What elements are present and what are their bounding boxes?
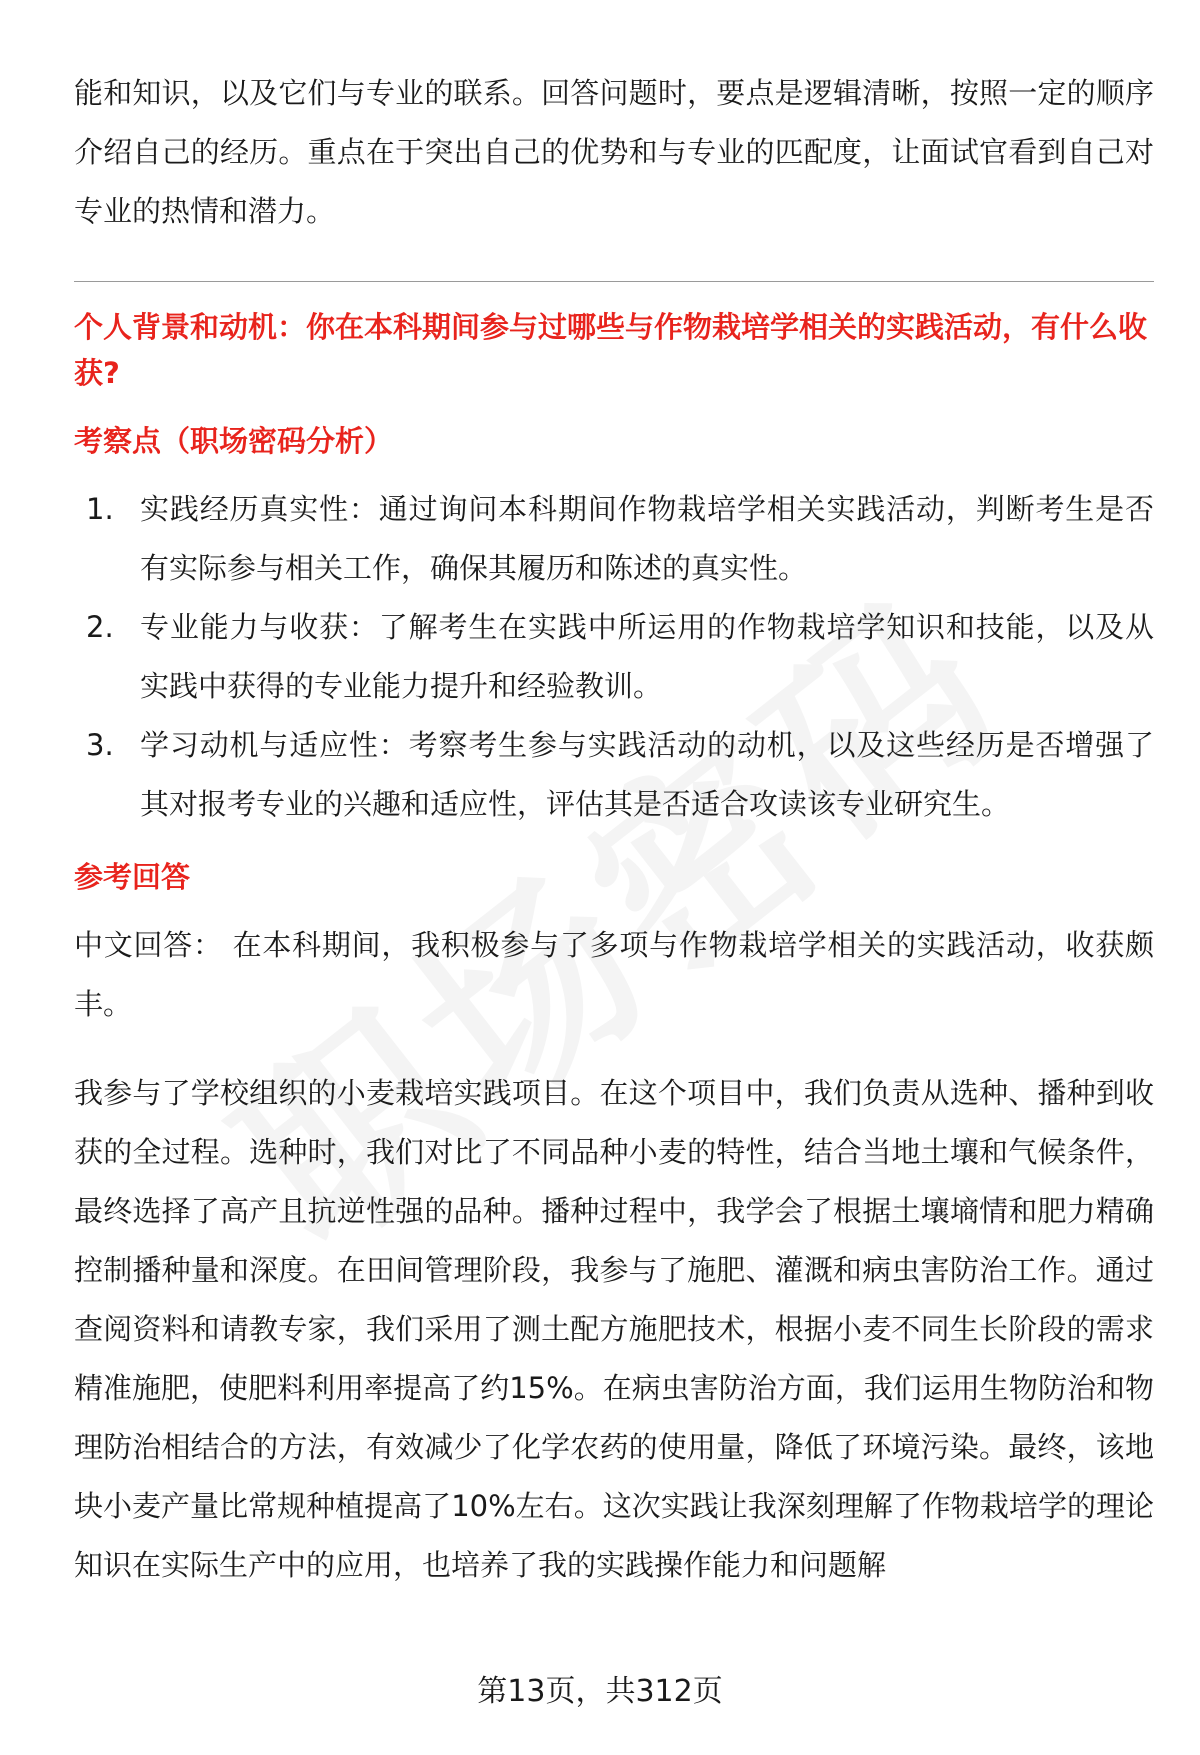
assessment-heading: 考察点（职场密码分析） — [74, 424, 394, 458]
page-footer: 第13页，共312页 — [477, 1674, 723, 1709]
list-item — [74, 716, 1154, 834]
list-item-text: 专业能力与收获：了解考生在实践中所运用的作物栽培学知识和技能，以及从实践中获得的专业能力提升和经验教训。 — [140, 610, 1154, 703]
document-page — [74, 64, 1154, 1595]
question-heading: 个人背景和动机：你在本科期间参与过哪些与作物栽培学相关的实践活动，有什么收获? — [74, 310, 1148, 390]
assessment-points-list — [74, 480, 1154, 834]
answer-paragraph-2: 我参与了学校组织的小麦栽培实践项目。在这个项目中，我们负责从选种、播种到收获的全过程。选种时，我们对比了不同品种小麦的特性，结合当地土壤和气候条件，最终选择了高产且抗逆性强的品种。播种过程中，我学会了根据土壤墒情和肥力精确控制播种量和深度。在田间管理阶段，我参与了施肥、灌溉和病虫害防治工作。通过查阅资料和请教专家，我们采用了测土配方施肥技术，根据小麦不同生长阶段的需求精准施肥，使肥料利用率提高了约15%。在病虫害防治方面，我们运用生物防治和物理防治相结合的方法，有效减少了化学农药的使用量，降低了环境污染。最终，该地块小麦产量比常规种植提高了10%左右。这次实践让我深刻理解了作物栽培学的理论知识在实际生产中的应用，也培养了我的实践操作能力和问题解 — [74, 1076, 1154, 1582]
list-item-number: 2. — [86, 610, 114, 644]
answer-paragraph-1: 中文回答： 在本科期间，我积极参与了多项与作物栽培学相关的实践活动，收获颇丰。 — [74, 928, 1154, 1021]
list-item-number: 1. — [86, 492, 114, 526]
answer-heading: 参考回答 — [74, 860, 191, 894]
list-item-text: 实践经历真实性：通过询问本科期间作物栽培学相关实践活动，判断考生是否有实际参与相关工作，确保其履历和陈述的真实性。 — [140, 492, 1154, 585]
list-item — [74, 480, 1154, 598]
intro-paragraph: 能和知识，以及它们与专业的联系。回答问题时，要点是逻辑清晰，按照一定的顺序介绍自己的经历。重点在于突出自己的优势和与专业的匹配度，让面试官看到自己对专业的热情和潜力。 — [74, 76, 1154, 228]
section-divider — [74, 281, 1154, 282]
paragraph-gap — [74, 1034, 1154, 1064]
list-item-number: 3. — [86, 728, 114, 762]
list-item-text: 学习动机与适应性：考察考生参与实践活动的动机，以及这些经历是否增强了其对报考专业的兴趣和适应性，评估其是否适合攻读该专业研究生。 — [140, 728, 1154, 821]
list-item — [74, 598, 1154, 716]
